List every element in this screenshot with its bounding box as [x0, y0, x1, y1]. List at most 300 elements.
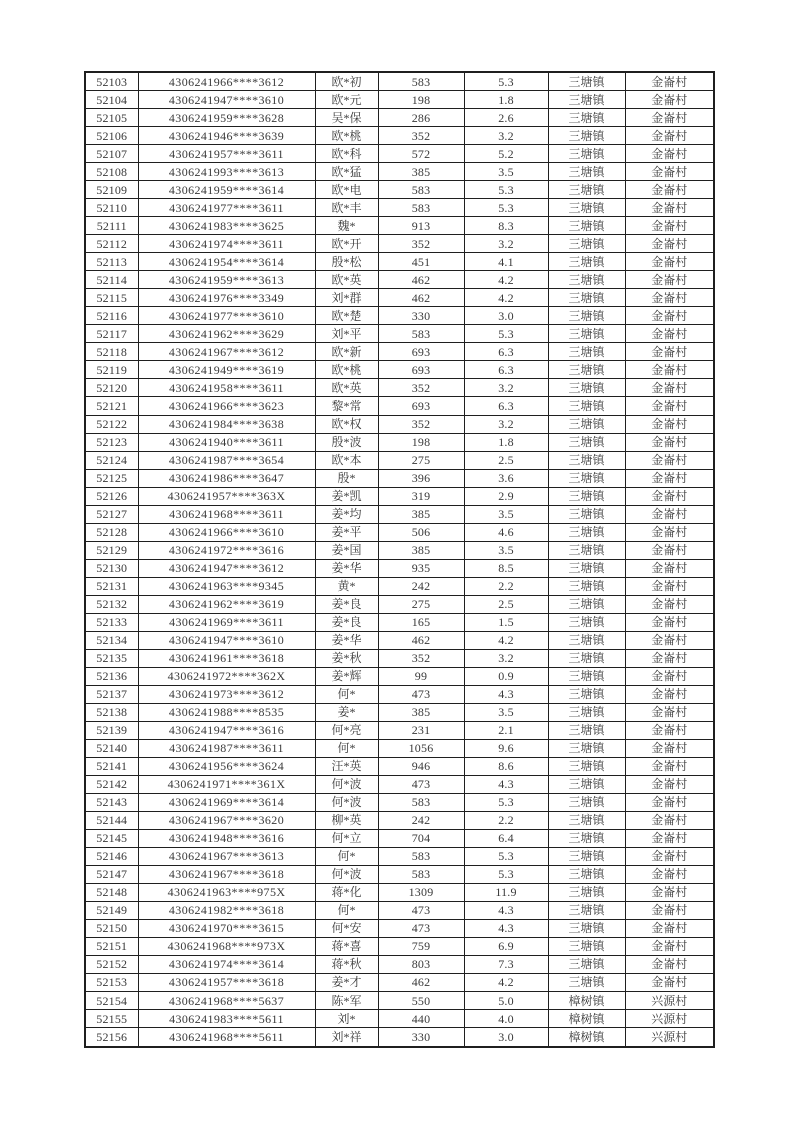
cell-amount: 759 [378, 937, 464, 955]
cell-serial: 52137 [85, 685, 138, 703]
cell-town: 三塘镇 [548, 127, 625, 145]
cell-name-masked: 蒋*喜 [315, 937, 378, 955]
cell-name-masked: 何*立 [315, 829, 378, 847]
cell-town: 三塘镇 [548, 667, 625, 685]
cell-village: 金崙村 [625, 901, 714, 919]
cell-id-masked: 4306241966****3610 [138, 523, 315, 541]
cell-name-masked: 欧*英 [315, 379, 378, 397]
cell-id-masked: 4306241958****3611 [138, 379, 315, 397]
cell-village: 金崙村 [625, 235, 714, 253]
cell-amount: 275 [378, 595, 464, 613]
cell-amount: 473 [378, 775, 464, 793]
cell-town: 三塘镇 [548, 919, 625, 937]
cell-serial: 52119 [85, 361, 138, 379]
cell-name-masked: 欧*新 [315, 343, 378, 361]
cell-serial: 52104 [85, 91, 138, 109]
cell-name-masked: 欧*丰 [315, 199, 378, 217]
cell-rate: 2.5 [464, 451, 548, 469]
cell-rate: 3.2 [464, 235, 548, 253]
cell-serial: 52130 [85, 559, 138, 577]
cell-serial: 52136 [85, 667, 138, 685]
table-row [85, 992, 714, 1010]
cell-serial: 52114 [85, 271, 138, 289]
cell-serial: 52115 [85, 289, 138, 307]
cell-town: 三塘镇 [548, 613, 625, 631]
cell-village: 金崙村 [625, 469, 714, 487]
cell-serial: 52148 [85, 883, 138, 901]
cell-name-masked: 魏* [315, 217, 378, 235]
table-row [85, 595, 714, 613]
cell-serial: 52140 [85, 739, 138, 757]
cell-id-masked: 4306241972****3616 [138, 541, 315, 559]
cell-town: 三塘镇 [548, 361, 625, 379]
cell-rate: 3.0 [464, 307, 548, 325]
table-row [85, 559, 714, 577]
cell-serial: 52156 [85, 1028, 138, 1047]
cell-id-masked: 4306241983****5611 [138, 1010, 315, 1028]
cell-serial: 52153 [85, 973, 138, 991]
cell-amount: 165 [378, 613, 464, 631]
cell-serial: 52145 [85, 829, 138, 847]
cell-town: 三塘镇 [548, 72, 625, 91]
cell-amount: 462 [378, 973, 464, 991]
cell-amount: 704 [378, 829, 464, 847]
cell-village: 金崙村 [625, 559, 714, 577]
cell-town: 三塘镇 [548, 847, 625, 865]
cell-id-masked: 4306241948****3616 [138, 829, 315, 847]
cell-town: 三塘镇 [548, 91, 625, 109]
cell-rate: 6.4 [464, 829, 548, 847]
table-row [85, 973, 714, 991]
table-row [85, 379, 714, 397]
table-row [85, 217, 714, 235]
cell-amount: 1309 [378, 883, 464, 901]
cell-name-masked: 姜*平 [315, 523, 378, 541]
cell-serial: 52141 [85, 757, 138, 775]
cell-name-masked: 汪*英 [315, 757, 378, 775]
cell-amount: 396 [378, 469, 464, 487]
table-row [85, 271, 714, 289]
table-row [85, 181, 714, 199]
cell-amount: 550 [378, 992, 464, 1010]
cell-id-masked: 4306241963****975X [138, 883, 315, 901]
cell-id-masked: 4306241956****3624 [138, 757, 315, 775]
table-row [85, 505, 714, 523]
cell-id-masked: 4306241982****3618 [138, 901, 315, 919]
cell-amount: 913 [378, 217, 464, 235]
cell-serial: 52131 [85, 577, 138, 595]
cell-village: 金崙村 [625, 793, 714, 811]
cell-serial: 52117 [85, 325, 138, 343]
cell-village: 金崙村 [625, 253, 714, 271]
cell-town: 三塘镇 [548, 721, 625, 739]
cell-village: 金崙村 [625, 397, 714, 415]
cell-serial: 52116 [85, 307, 138, 325]
cell-village: 兴源村 [625, 1028, 714, 1047]
cell-village: 金崙村 [625, 361, 714, 379]
cell-id-masked: 4306241974****3614 [138, 955, 315, 973]
cell-village: 金崙村 [625, 451, 714, 469]
cell-id-masked: 4306241983****3625 [138, 217, 315, 235]
cell-amount: 583 [378, 793, 464, 811]
cell-rate: 11.9 [464, 883, 548, 901]
cell-serial: 52138 [85, 703, 138, 721]
cell-name-masked: 何*波 [315, 793, 378, 811]
cell-rate: 4.3 [464, 775, 548, 793]
table-row [85, 1010, 714, 1028]
cell-village: 金崙村 [625, 343, 714, 361]
cell-name-masked: 殷*波 [315, 433, 378, 451]
cell-town: 三塘镇 [548, 307, 625, 325]
cell-amount: 583 [378, 847, 464, 865]
cell-village: 金崙村 [625, 703, 714, 721]
cell-serial: 52111 [85, 217, 138, 235]
table-row [85, 433, 714, 451]
cell-amount: 242 [378, 577, 464, 595]
cell-serial: 52109 [85, 181, 138, 199]
table-row [85, 613, 714, 631]
cell-serial: 52152 [85, 955, 138, 973]
cell-name-masked: 欧*开 [315, 235, 378, 253]
cell-town: 三塘镇 [548, 415, 625, 433]
cell-town: 三塘镇 [548, 739, 625, 757]
cell-serial: 52110 [85, 199, 138, 217]
cell-town: 三塘镇 [548, 343, 625, 361]
cell-rate: 5.0 [464, 992, 548, 1010]
cell-name-masked: 黎*常 [315, 397, 378, 415]
cell-town: 三塘镇 [548, 523, 625, 541]
table-row [85, 289, 714, 307]
cell-amount: 231 [378, 721, 464, 739]
cell-rate: 4.3 [464, 685, 548, 703]
cell-amount: 385 [378, 505, 464, 523]
cell-name-masked: 姜*均 [315, 505, 378, 523]
cell-amount: 352 [378, 235, 464, 253]
cell-rate: 5.3 [464, 72, 548, 91]
cell-town: 三塘镇 [548, 145, 625, 163]
cell-village: 金崙村 [625, 739, 714, 757]
cell-serial: 52132 [85, 595, 138, 613]
cell-rate: 4.6 [464, 523, 548, 541]
cell-amount: 693 [378, 343, 464, 361]
cell-amount: 693 [378, 361, 464, 379]
cell-rate: 4.3 [464, 919, 548, 937]
cell-id-masked: 4306241993****3613 [138, 163, 315, 181]
cell-id-masked: 4306241984****3638 [138, 415, 315, 433]
cell-name-masked: 吴*保 [315, 109, 378, 127]
cell-serial: 52143 [85, 793, 138, 811]
cell-amount: 473 [378, 685, 464, 703]
cell-id-masked: 4306241974****3611 [138, 235, 315, 253]
cell-name-masked: 何* [315, 685, 378, 703]
cell-id-masked: 4306241976****3349 [138, 289, 315, 307]
cell-serial: 52149 [85, 901, 138, 919]
table-row [85, 109, 714, 127]
cell-rate: 2.5 [464, 595, 548, 613]
cell-id-masked: 4306241968****5611 [138, 1028, 315, 1047]
cell-town: 三塘镇 [548, 487, 625, 505]
table-row [85, 307, 714, 325]
cell-village: 金崙村 [625, 523, 714, 541]
cell-id-masked: 4306241967****3620 [138, 811, 315, 829]
cell-village: 金崙村 [625, 883, 714, 901]
cell-name-masked: 欧*元 [315, 91, 378, 109]
cell-serial: 52118 [85, 343, 138, 361]
cell-id-masked: 4306241977****3610 [138, 307, 315, 325]
table-row [85, 919, 714, 937]
cell-id-masked: 4306241987****3611 [138, 739, 315, 757]
cell-name-masked: 殷* [315, 469, 378, 487]
cell-id-masked: 4306241947****3616 [138, 721, 315, 739]
cell-amount: 583 [378, 325, 464, 343]
cell-town: 三塘镇 [548, 469, 625, 487]
cell-amount: 242 [378, 811, 464, 829]
cell-rate: 2.9 [464, 487, 548, 505]
cell-town: 三塘镇 [548, 757, 625, 775]
table-row [85, 667, 714, 685]
table-row [85, 577, 714, 595]
cell-name-masked: 刘*群 [315, 289, 378, 307]
cell-id-masked: 4306241973****3612 [138, 685, 315, 703]
cell-serial: 52134 [85, 631, 138, 649]
cell-serial: 52112 [85, 235, 138, 253]
cell-village: 金崙村 [625, 757, 714, 775]
cell-town: 樟树镇 [548, 1028, 625, 1047]
cell-village: 金崙村 [625, 91, 714, 109]
table-row [85, 541, 714, 559]
cell-town: 三塘镇 [548, 937, 625, 955]
cell-rate: 4.1 [464, 253, 548, 271]
cell-name-masked: 姜*才 [315, 973, 378, 991]
cell-rate: 1.5 [464, 613, 548, 631]
cell-village: 金崙村 [625, 163, 714, 181]
cell-town: 三塘镇 [548, 559, 625, 577]
cell-serial: 52108 [85, 163, 138, 181]
cell-amount: 330 [378, 1028, 464, 1047]
table-row [85, 721, 714, 739]
cell-serial: 52124 [85, 451, 138, 469]
cell-village: 金崙村 [625, 217, 714, 235]
table-row [85, 685, 714, 703]
cell-id-masked: 4306241988****8535 [138, 703, 315, 721]
cell-serial: 52147 [85, 865, 138, 883]
cell-village: 兴源村 [625, 992, 714, 1010]
table-row [85, 955, 714, 973]
cell-id-masked: 4306241962****3629 [138, 325, 315, 343]
cell-village: 金崙村 [625, 289, 714, 307]
cell-name-masked: 姜*华 [315, 631, 378, 649]
cell-id-masked: 4306241957****3611 [138, 145, 315, 163]
cell-rate: 6.9 [464, 937, 548, 955]
cell-rate: 2.2 [464, 577, 548, 595]
table-row [85, 235, 714, 253]
table-row [85, 937, 714, 955]
cell-name-masked: 欧*科 [315, 145, 378, 163]
cell-rate: 2.1 [464, 721, 548, 739]
cell-name-masked: 姜*国 [315, 541, 378, 559]
cell-amount: 583 [378, 72, 464, 91]
cell-serial: 52127 [85, 505, 138, 523]
cell-village: 金崙村 [625, 127, 714, 145]
cell-rate: 5.3 [464, 181, 548, 199]
cell-name-masked: 何* [315, 847, 378, 865]
cell-id-masked: 4306241947****3610 [138, 91, 315, 109]
cell-amount: 506 [378, 523, 464, 541]
cell-town: 三塘镇 [548, 217, 625, 235]
cell-amount: 352 [378, 127, 464, 145]
cell-town: 三塘镇 [548, 703, 625, 721]
cell-serial: 52151 [85, 937, 138, 955]
table-row [85, 523, 714, 541]
cell-rate: 4.0 [464, 1010, 548, 1028]
cell-id-masked: 4306241947****3612 [138, 559, 315, 577]
cell-amount: 275 [378, 451, 464, 469]
table-row [85, 415, 714, 433]
cell-village: 金崙村 [625, 775, 714, 793]
cell-town: 三塘镇 [548, 433, 625, 451]
cell-name-masked: 姜*秋 [315, 649, 378, 667]
cell-amount: 99 [378, 667, 464, 685]
cell-id-masked: 4306241969****3611 [138, 613, 315, 631]
cell-name-masked: 黄* [315, 577, 378, 595]
cell-name-masked: 欧*初 [315, 72, 378, 91]
cell-town: 三塘镇 [548, 325, 625, 343]
cell-id-masked: 4306241986****3647 [138, 469, 315, 487]
cell-village: 金崙村 [625, 937, 714, 955]
cell-id-masked: 4306241946****3639 [138, 127, 315, 145]
cell-town: 三塘镇 [548, 775, 625, 793]
cell-amount: 473 [378, 901, 464, 919]
cell-village: 金崙村 [625, 72, 714, 91]
cell-name-masked: 欧*楚 [315, 307, 378, 325]
cell-name-masked: 何*安 [315, 919, 378, 937]
cell-town: 三塘镇 [548, 595, 625, 613]
cell-amount: 583 [378, 865, 464, 883]
cell-rate: 3.5 [464, 505, 548, 523]
cell-id-masked: 4306241963****9345 [138, 577, 315, 595]
cell-name-masked: 姜*华 [315, 559, 378, 577]
cell-town: 三塘镇 [548, 163, 625, 181]
cell-id-masked: 4306241971****361X [138, 775, 315, 793]
cell-rate: 3.2 [464, 415, 548, 433]
cell-rate: 5.3 [464, 793, 548, 811]
cell-id-masked: 4306241959****3614 [138, 181, 315, 199]
cell-serial: 52155 [85, 1010, 138, 1028]
cell-name-masked: 刘*祥 [315, 1028, 378, 1047]
cell-town: 三塘镇 [548, 199, 625, 217]
cell-id-masked: 4306241967****3618 [138, 865, 315, 883]
cell-id-masked: 4306241977****3611 [138, 199, 315, 217]
cell-village: 金崙村 [625, 667, 714, 685]
cell-town: 三塘镇 [548, 505, 625, 523]
table-row [85, 145, 714, 163]
cell-name-masked: 何* [315, 901, 378, 919]
cell-name-masked: 陈*军 [315, 992, 378, 1010]
cell-serial: 52121 [85, 397, 138, 415]
cell-village: 金崙村 [625, 973, 714, 991]
cell-rate: 6.3 [464, 361, 548, 379]
cell-id-masked: 4306241972****362X [138, 667, 315, 685]
table-row [85, 739, 714, 757]
cell-rate: 3.0 [464, 1028, 548, 1047]
cell-village: 金崙村 [625, 415, 714, 433]
cell-town: 三塘镇 [548, 811, 625, 829]
cell-rate: 4.3 [464, 901, 548, 919]
cell-amount: 352 [378, 649, 464, 667]
cell-rate: 5.3 [464, 325, 548, 343]
table-row [85, 91, 714, 109]
cell-village: 金崙村 [625, 955, 714, 973]
cell-rate: 7.3 [464, 955, 548, 973]
table-row [85, 253, 714, 271]
table-row [85, 451, 714, 469]
cell-serial: 52123 [85, 433, 138, 451]
cell-village: 金崙村 [625, 109, 714, 127]
cell-village: 金崙村 [625, 271, 714, 289]
cell-town: 三塘镇 [548, 685, 625, 703]
cell-id-masked: 4306241968****973X [138, 937, 315, 955]
cell-rate: 3.5 [464, 703, 548, 721]
cell-name-masked: 欧*英 [315, 271, 378, 289]
cell-serial: 52125 [85, 469, 138, 487]
cell-amount: 935 [378, 559, 464, 577]
cell-name-masked: 柳*英 [315, 811, 378, 829]
cell-village: 金崙村 [625, 145, 714, 163]
cell-name-masked: 刘* [315, 1010, 378, 1028]
cell-amount: 462 [378, 289, 464, 307]
cell-name-masked: 蒋*秋 [315, 955, 378, 973]
cell-town: 三塘镇 [548, 289, 625, 307]
cell-rate: 8.5 [464, 559, 548, 577]
cell-village: 金崙村 [625, 577, 714, 595]
cell-village: 金崙村 [625, 919, 714, 937]
cell-town: 三塘镇 [548, 271, 625, 289]
cell-rate: 1.8 [464, 433, 548, 451]
cell-id-masked: 4306241957****3618 [138, 973, 315, 991]
cell-name-masked: 刘*平 [315, 325, 378, 343]
cell-rate: 4.2 [464, 973, 548, 991]
cell-name-masked: 欧*猛 [315, 163, 378, 181]
cell-amount: 473 [378, 919, 464, 937]
cell-rate: 8.3 [464, 217, 548, 235]
table-row [85, 811, 714, 829]
cell-amount: 385 [378, 163, 464, 181]
cell-id-masked: 4306241967****3613 [138, 847, 315, 865]
cell-id-masked: 4306241987****3654 [138, 451, 315, 469]
cell-amount: 198 [378, 433, 464, 451]
cell-rate: 1.8 [464, 91, 548, 109]
cell-amount: 462 [378, 271, 464, 289]
cell-town: 樟树镇 [548, 1010, 625, 1028]
cell-serial: 52139 [85, 721, 138, 739]
table-body [85, 72, 714, 1047]
cell-serial: 52142 [85, 775, 138, 793]
table-row [85, 361, 714, 379]
cell-id-masked: 4306241949****3619 [138, 361, 315, 379]
cell-rate: 4.2 [464, 271, 548, 289]
cell-village: 金崙村 [625, 541, 714, 559]
cell-serial: 52154 [85, 992, 138, 1010]
cell-rate: 4.2 [464, 631, 548, 649]
cell-town: 三塘镇 [548, 379, 625, 397]
cell-town: 三塘镇 [548, 577, 625, 595]
table-row [85, 469, 714, 487]
cell-name-masked: 殷*松 [315, 253, 378, 271]
cell-amount: 352 [378, 415, 464, 433]
cell-village: 金崙村 [625, 631, 714, 649]
table-row [85, 325, 714, 343]
cell-rate: 5.3 [464, 865, 548, 883]
